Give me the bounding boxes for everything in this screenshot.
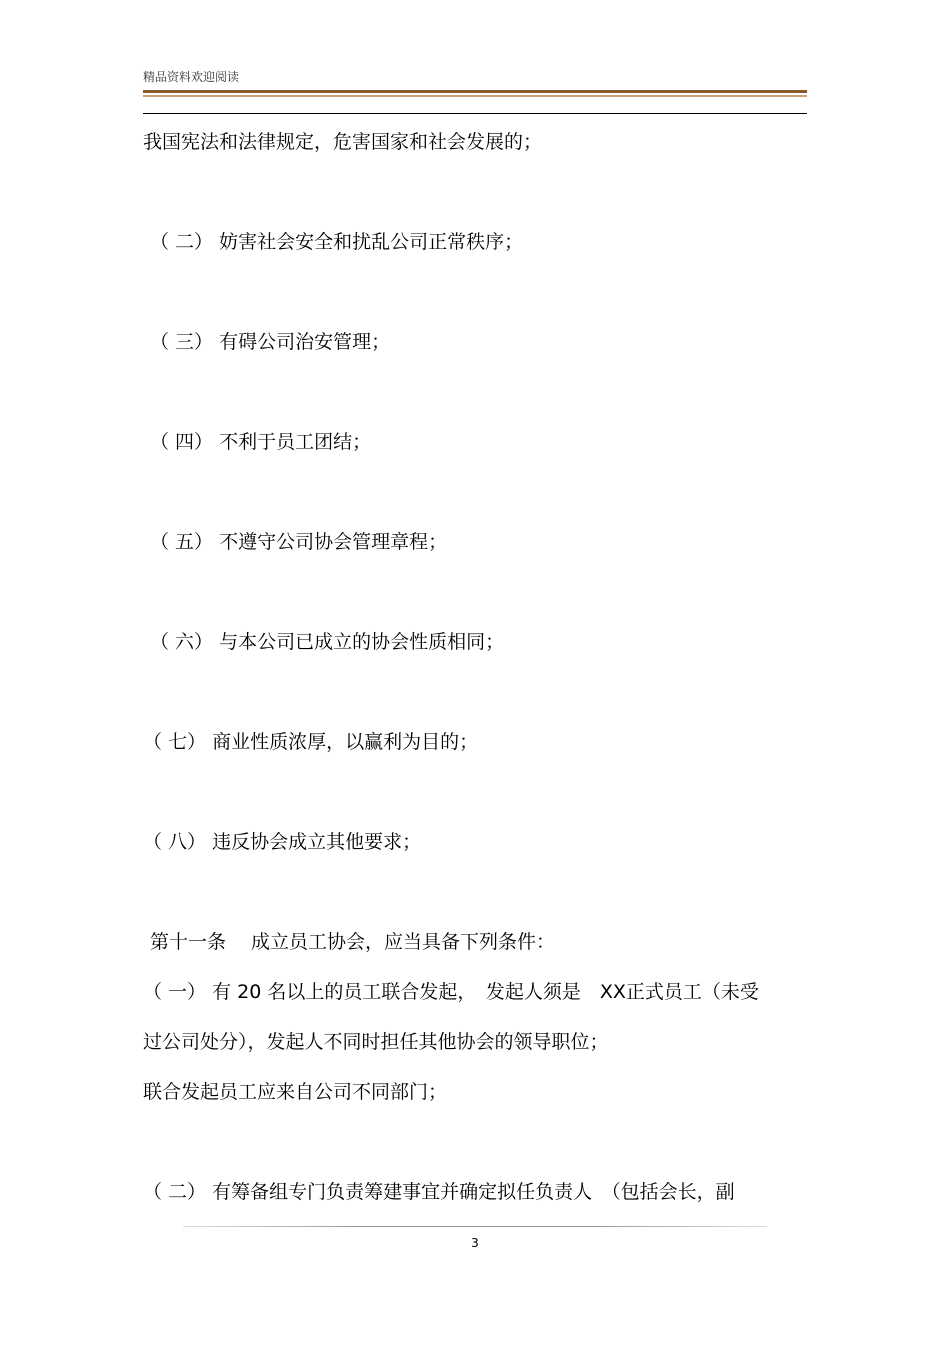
header-rule-brown	[143, 90, 807, 93]
article-heading: 第十一条 成立员工协会，应当具备下列条件：	[150, 931, 556, 953]
body-line-12: 联合发起员工应来自公司不同部门；	[143, 1081, 448, 1103]
body-line-2: （ 二） 妨害社会安全和扰乱公司正常秩序；	[150, 231, 524, 253]
header-rule-black	[143, 113, 807, 114]
body-line-4: （ 四） 不利于员工团结；	[150, 431, 372, 453]
body-line-5: （ 五） 不遵守公司协会管理章程；	[150, 531, 448, 553]
body-line-10: （ 一） 有 20 名以上的员工联合发起， 发起人须是 XX正式员工（未受	[143, 981, 759, 1003]
body-line-8: （ 八） 违反协会成立其他要求；	[143, 831, 422, 853]
body-line-3: （ 三） 有碍公司治安管理；	[150, 331, 391, 353]
page-number: 3	[471, 1236, 479, 1250]
header-rule-tan	[143, 95, 807, 97]
body-line-6: （ 六） 与本公司已成立的协会性质相同；	[150, 631, 505, 653]
body-line-1: 我国宪法和法律规定，危害国家和社会发展的；	[143, 131, 543, 153]
body-line-7: （ 七） 商业性质浓厚，以赢利为目的；	[143, 731, 479, 753]
header-text: 精品资料欢迎阅读	[143, 70, 240, 84]
footer-rule	[183, 1226, 767, 1227]
body-line-13: （ 二） 有筹备组专门负责筹建事宜并确定拟任负责人 （包括会长，副	[143, 1181, 735, 1203]
body-line-11: 过公司处分），发起人不同时担任其他协会的领导职位；	[143, 1031, 609, 1053]
